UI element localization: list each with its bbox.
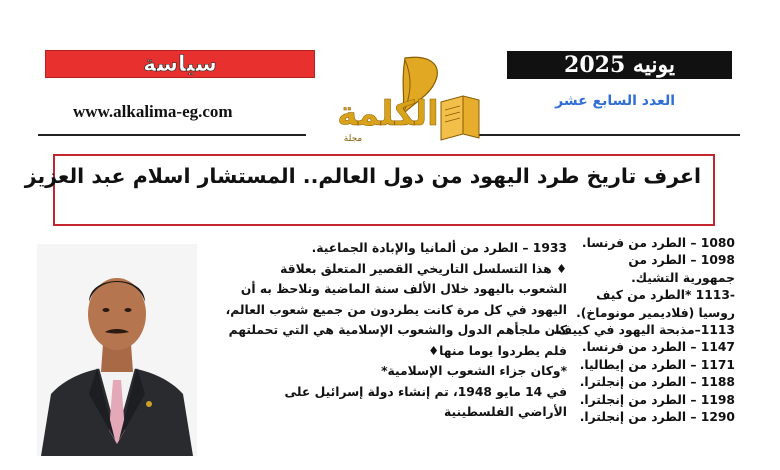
author-portrait-illustration [37, 244, 197, 456]
timeline-line: 1080 – الطرد من فرنسا. [581, 236, 735, 250]
header-divider-left [38, 134, 306, 136]
article-column-right [553, 235, 735, 426]
header-divider-right [478, 134, 740, 136]
paragraph-line: كان ملجأهم الدول والشعوب الإسلامية هي التي تحملتهم [228, 323, 567, 337]
paragraph-line: في 14 مايو 1948، تم إنشاء دولة إسرائيل على [284, 384, 567, 399]
paragraph-line: الشعوب باليهود خلال الألف سنة الماضية ونلاحظ به أن [240, 282, 567, 296]
timeline-line: 1113–مذبحة اليهود في كييف. [553, 323, 735, 338]
timeline-line: 1290 – الطرد من إنجلترا. [579, 410, 735, 425]
paragraph-line: فلم يطردوا يوما منها♦ [428, 343, 567, 358]
issue-date: يونيه 2025 [564, 52, 675, 78]
timeline-line: 1147 – الطرد من فرنسا. [581, 340, 735, 355]
logo-subtitle: مجلة [343, 134, 363, 144]
paragraph-line: اليهود في كل مرة كانت يطردون من جميع شعوب العالم، [225, 302, 567, 317]
magazine-logo [313, 52, 481, 148]
author-photo [37, 244, 197, 456]
issue-number: العدد السابع عشر [555, 93, 675, 109]
issue-date-box [507, 51, 732, 79]
section-label: سياسة [143, 51, 217, 77]
timeline-line: 1188 – الطرد من إنجلترا. [579, 375, 735, 390]
website-link[interactable]: www.alkalima-eg.com [73, 102, 233, 121]
timeline-line: جمهورية التشيك. [631, 270, 735, 285]
paragraph-line: *وكان جزاء الشعوب الإسلامية* [381, 364, 567, 378]
timeline-line: 1098 – الطرد من [628, 253, 735, 268]
article-headline: اعرف تاريخ طرد اليهود من دول العالم.. المستشار اسلام عبد العزيز [24, 164, 701, 188]
timeline-line: -1113 *الطرد من كيف [596, 288, 735, 303]
paragraph-line: 1933 – الطرد من ألمانيا والإبادة الجماعية. [311, 241, 567, 255]
headline-box [24, 154, 715, 226]
logo-wordmark: الكلمة [337, 94, 439, 134]
paragraph-line: ♦ هذا التسلسل التاريخي القصير المتعلق بعلاقة [280, 261, 567, 276]
timeline-line: 1171 – الطرد من إيطاليا. [579, 357, 735, 372]
timeline-line: 1198 – الطرد من إنجلترا. [579, 392, 735, 407]
paragraph-line: الأراضي الفلسطينية [444, 405, 567, 419]
article-column-middle [205, 238, 567, 423]
section-label-box [45, 50, 315, 78]
timeline-line: روسيا (فلاديمير مونوماخ). [576, 305, 735, 320]
